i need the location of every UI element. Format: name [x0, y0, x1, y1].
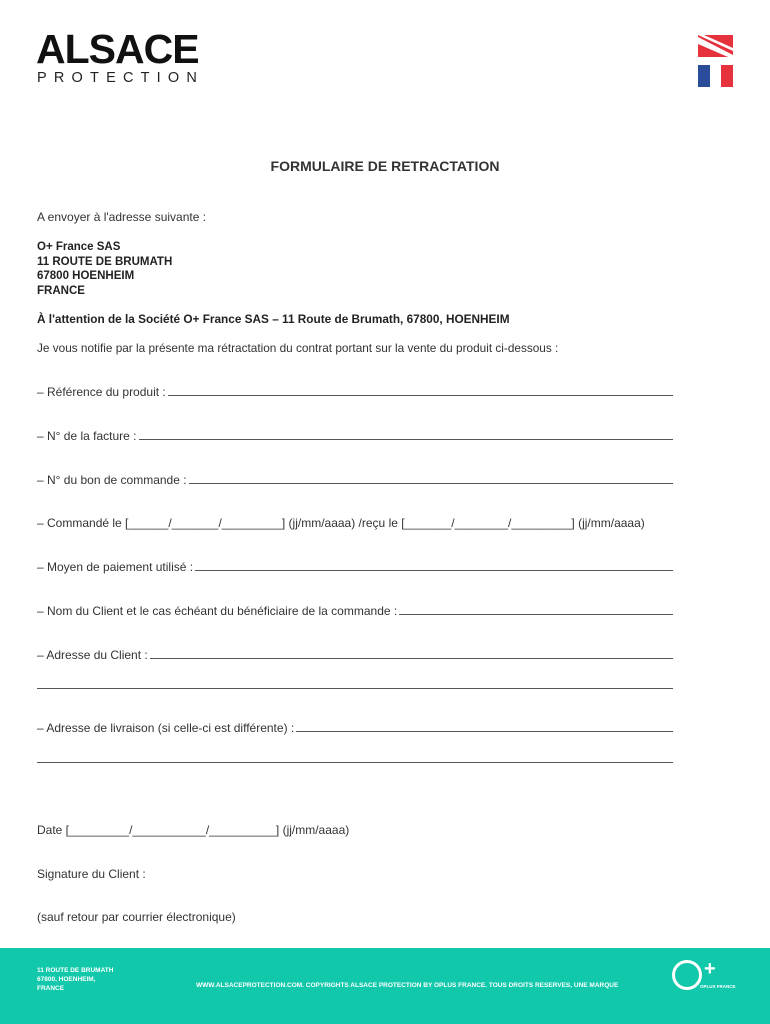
- footer-copyright[interactable]: WWW.ALSACEPROTECTION.COM. COPYRIGHTS ALSACE PROTECTION BY OPLUS FRANCE. TOUS DROITS RESERVES, UNE MARQUE: [196, 982, 619, 989]
- form-title: FORMULAIRE DE RETRACTATION: [270, 158, 500, 174]
- france-flag-icon[interactable]: [698, 65, 733, 87]
- oplus-plus-icon: +: [704, 958, 716, 980]
- notice-text: Je vous notifie par la présente ma rétractation du contrat portant sur la vente du produit ci-dessous :: [37, 341, 559, 355]
- recipient-address: [37, 240, 172, 298]
- invoice-number-field[interactable]: [37, 429, 673, 443]
- field-label: – Adresse du Client :: [37, 648, 148, 662]
- attention-line: À l'attention de la Société O+ France SAS – 11 Route de Brumath, 67800, HOENHEIM: [37, 312, 510, 326]
- address-line: O+ France SAS: [37, 241, 121, 253]
- logo-main-text: ALSACE: [36, 26, 199, 72]
- field-label: – Moyen de paiement utilisé :: [37, 560, 194, 574]
- footer-address-line: 67800, HOENHEIM,: [37, 976, 96, 983]
- delivery-address-extra-line[interactable]: [37, 762, 673, 763]
- oplus-logo-label: OPLUS FRANCE: [700, 984, 736, 989]
- footer-address: [37, 966, 113, 993]
- signature-note: (sauf retour par courrier électronique): [37, 910, 236, 924]
- product-reference-field[interactable]: [37, 385, 673, 399]
- signature-label: Signature du Client :: [37, 867, 146, 881]
- client-address-extra-line[interactable]: [37, 688, 673, 689]
- alsace-protection-logo: [36, 26, 205, 86]
- field-label: – Adresse de livraison (si celle-ci est différente) :: [37, 721, 295, 735]
- address-line: FRANCE: [37, 284, 85, 297]
- logo-sub-text: PROTECTION: [37, 70, 205, 86]
- order-number-field[interactable]: [37, 473, 673, 487]
- order-dates-field[interactable]: – Commandé le [______/_______/_________] (jj/mm/aaaa) /reçu le [_______/________/_________] (jj/mm/aaaa): [37, 516, 645, 530]
- payment-method-field[interactable]: [37, 560, 673, 574]
- field-label: – Référence du produit :: [37, 385, 166, 399]
- oplus-circle-icon: [672, 960, 702, 990]
- date-field[interactable]: Date [_________/___________/__________] (jj/mm/aaaa): [37, 823, 350, 837]
- alsace-flag-icon[interactable]: [698, 35, 733, 57]
- address-line: 11 ROUTE DE BRUMATH: [37, 255, 173, 268]
- client-name-field[interactable]: [37, 604, 673, 618]
- field-label: – N° de la facture :: [37, 429, 137, 443]
- address-line: 67800 HOENHEIM: [37, 270, 135, 283]
- page-footer: [0, 948, 770, 1024]
- intro-text: A envoyer à l'adresse suivante :: [37, 210, 207, 224]
- footer-address-line: 11 ROUTE DE BRUMATH: [37, 967, 114, 974]
- oplus-france-logo: [672, 960, 738, 996]
- delivery-address-field[interactable]: [37, 721, 673, 735]
- language-flags: [698, 35, 733, 87]
- footer-address-line: FRANCE: [37, 985, 65, 992]
- field-label: – Nom du Client et le cas échéant du bénéficiaire de la commande :: [37, 604, 398, 618]
- field-label: – N° du bon de commande :: [37, 473, 187, 487]
- client-address-field[interactable]: [37, 648, 673, 662]
